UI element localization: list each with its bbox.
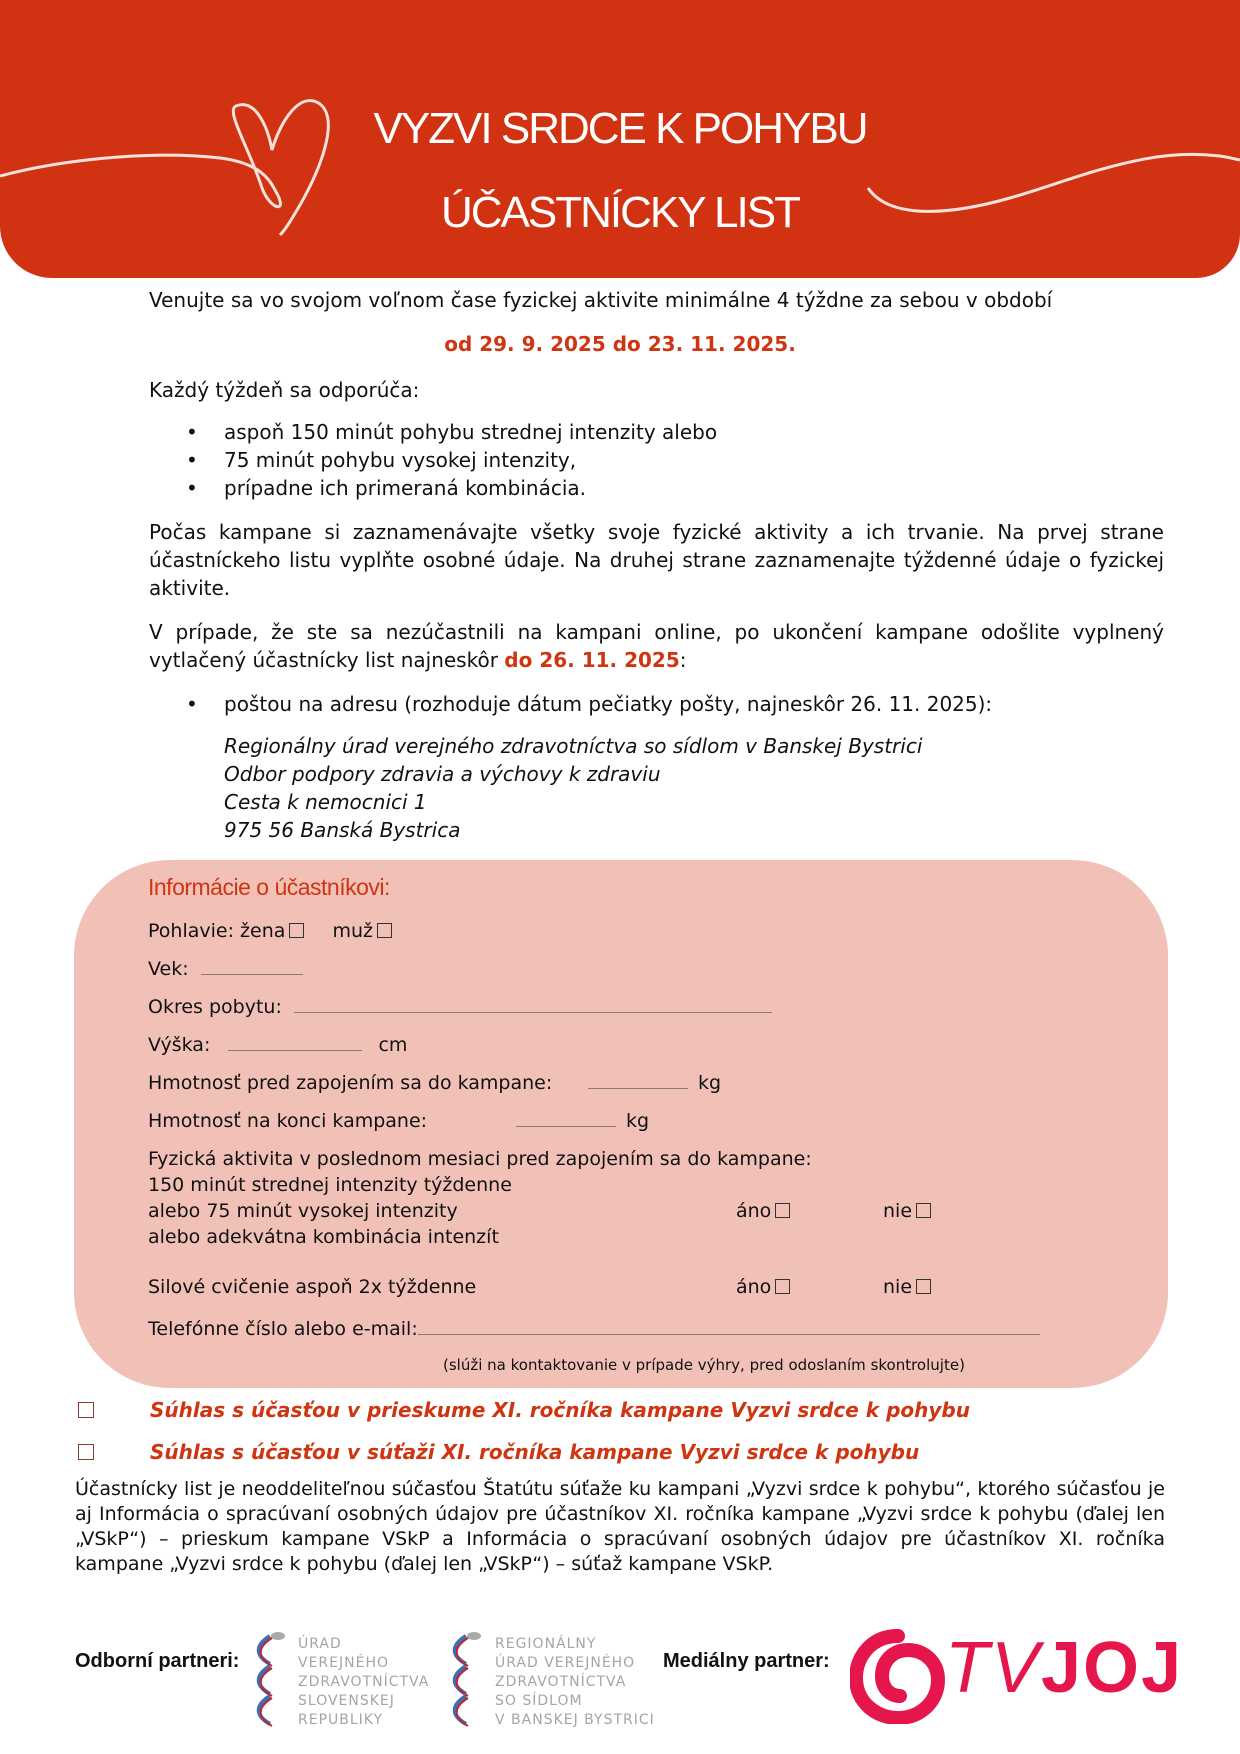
activity-yes-label: áno — [736, 1200, 772, 1222]
district-row — [148, 994, 772, 1020]
deadline-suffix: : — [679, 648, 687, 672]
page-subtitle: ÚČASTNÍCKY LIST — [441, 188, 799, 237]
weight-before-input[interactable] — [588, 1071, 688, 1089]
address-line: 975 56 Banská Bystrica — [224, 818, 461, 842]
gender-female-label: žena — [240, 920, 286, 942]
district-input[interactable] — [294, 995, 772, 1013]
contact-input[interactable] — [418, 1317, 1040, 1335]
weight-end-field — [516, 1108, 649, 1134]
bullet-icon: • — [186, 476, 198, 500]
bullet-icon: • — [186, 448, 198, 472]
strength-no — [883, 1274, 931, 1300]
strength-no-label: nie — [883, 1276, 913, 1298]
consent-survey-checkbox[interactable] — [78, 1402, 94, 1418]
partner1-line: SLOVENSKEJ — [298, 1693, 395, 1709]
partner2-logo-text — [495, 1635, 655, 1730]
strength-yes-checkbox[interactable] — [775, 1279, 790, 1294]
gender-male-checkbox[interactable] — [377, 923, 392, 938]
partner1-line: REPUBLIKY — [298, 1712, 384, 1728]
partner2-line: REGIONÁLNY — [495, 1636, 597, 1652]
tvjoj-joj: JOJ — [1041, 1628, 1184, 1708]
weight-before-field — [588, 1070, 721, 1096]
consent-competition-label: Súhlas s účasťou v súťaži XI. ročníka kampane Vyzvi srdce k pohybu — [150, 1440, 920, 1464]
intro-text: Venujte sa vo svojom voľnom čase fyzickej aktivite minimálne 4 týždne za sebou v období — [149, 288, 1053, 312]
activity-question-line: 150 minút strednej intenzity týždenne — [148, 1174, 512, 1196]
partner1-line: ÚRAD — [298, 1636, 342, 1652]
bullet-icon: • — [186, 692, 198, 716]
height-row — [148, 1032, 407, 1058]
strength-yes — [736, 1274, 790, 1300]
strength-no-checkbox[interactable] — [916, 1279, 931, 1294]
strength-label: Silové cvičenie aspoň 2x týždenne — [148, 1276, 477, 1298]
professional-partners-label: Odborní partneri: — [75, 1650, 240, 1672]
gender-label: Pohlavie: — [148, 920, 234, 942]
activity-yes — [736, 1198, 790, 1224]
address-line: Cesta k nemocnici 1 — [224, 790, 427, 814]
weight-before-unit: kg — [698, 1072, 722, 1094]
weight-end-input[interactable] — [516, 1109, 616, 1127]
age-input[interactable] — [201, 957, 303, 975]
partner1-line: ZDRAVOTNÍCTVA — [298, 1674, 430, 1690]
contact-row — [148, 1316, 1040, 1342]
recommendation-text: prípadne ich primeraná kombinácia. — [224, 476, 587, 500]
activity-question-line: alebo adekvátna kombinácia intenzít — [148, 1226, 499, 1248]
gender-row — [148, 918, 392, 944]
media-partner-label: Mediálny partner: — [663, 1650, 830, 1672]
weight-end-unit: kg — [626, 1110, 650, 1132]
height-unit: cm — [378, 1034, 408, 1056]
height-label: Výška: — [148, 1034, 211, 1056]
recommendation-text: 75 minút pohybu vysokej intenzity, — [224, 448, 577, 472]
activity-question-line: Fyzická aktivita v poslednom mesiaci pred zapojením sa do kampane: — [148, 1148, 812, 1170]
age-label: Vek: — [148, 958, 189, 980]
offline-instructions — [149, 618, 1164, 674]
ruvz-bb-logo-icon — [446, 1630, 486, 1730]
activity-no-checkbox[interactable] — [916, 1203, 931, 1218]
header-banner — [0, 0, 1240, 278]
activity-question-line: alebo 75 minút vysokej intenzity — [148, 1200, 458, 1222]
partner2-line: SO SÍDLOM — [495, 1693, 583, 1709]
post-bullet-text: poštou na adresu (rozhoduje dátum pečiatky pošty, najneskôr 26. 11. 2025): — [224, 692, 993, 716]
legal-text: Účastnícky list je neoddeliteľnou súčasťou Štatútu súťaže ku kampani „Vyzvi srdce k pohybu“, ktorého súčasťou je aj Informácia o spracúvaní osobných údajov pre účastníkov XI. ročníka kampane „Vyzvi srdce k pohybu (ďalej len „VSkP“) – prieskum kampane VSkP a Informácia o spracúvaní osobných údajov pre účastníkov XI. ročníka kampane „Vyzvi srdce k pohybu (ďalej len „VSkP“) – súťaž kampane VSkP. — [75, 1478, 1165, 1575]
campaign-period: od 29. 9. 2025 do 23. 11. 2025. — [444, 332, 796, 356]
activity-no — [883, 1198, 931, 1224]
weight-end-label: Hmotnosť na konci kampane: — [148, 1110, 428, 1132]
activity-no-label: nie — [883, 1200, 913, 1222]
district-label: Okres pobytu: — [148, 996, 282, 1018]
address-line: Regionálny úrad verejného zdravotníctva so sídlom v Banskej Bystrici — [224, 734, 923, 758]
weekly-recommendation-label: Každý týždeň sa odporúča: — [149, 378, 420, 402]
tvjoj-logo — [945, 1628, 1183, 1708]
consent-competition-checkbox[interactable] — [78, 1444, 94, 1460]
bullet-icon: • — [186, 420, 198, 444]
contact-note: (slúži na kontaktovanie v prípade výhry, pred odoslaním skontrolujte) — [443, 1356, 965, 1374]
contact-label: Telefónne číslo alebo e-mail: — [148, 1318, 418, 1340]
recommendation-text: aspoň 150 minút pohybu strednej intenzity alebo — [224, 420, 718, 444]
uvz-sr-logo-icon — [250, 1630, 290, 1730]
tvjoj-swirl-icon — [850, 1628, 946, 1724]
partner2-line: ZDRAVOTNÍCTVA — [495, 1674, 627, 1690]
partner2-line: V BANSKEJ BYSTRICI — [495, 1712, 655, 1728]
gender-female-checkbox[interactable] — [289, 923, 304, 938]
instructions-paragraph: Počas kampane si zaznamenávajte všetky svoje fyzické aktivity a ich trvanie. Na prvej strane účastníckeho listu vyplňte osobné údaje. Na druhej strane zaznamenajte týždenné údaje o fyzickej aktivite. — [149, 520, 1164, 600]
strength-yes-label: áno — [736, 1276, 772, 1298]
partner1-logo-text — [298, 1635, 429, 1730]
page-title: VYZVI SRDCE K POHYBU — [373, 104, 867, 153]
offline-text: V prípade, že ste sa nezúčastnili na kampani online, po ukončení kampane odošlite vyplnený vytlačený účastnícky list najneskôr — [149, 620, 1164, 672]
activity-yes-checkbox[interactable] — [775, 1203, 790, 1218]
partner2-line: ÚRAD VEREJNÉHO — [495, 1655, 636, 1671]
weight-before-label: Hmotnosť pred zapojením sa do kampane: — [148, 1072, 553, 1094]
partner1-line: VEREJNÉHO — [298, 1655, 389, 1671]
address-line: Odbor podpory zdravia a výchovy k zdraviu — [224, 762, 661, 786]
consent-survey-label: Súhlas s účasťou v prieskume XI. ročníka kampane Vyzvi srdce k pohybu — [150, 1398, 970, 1422]
weight-before-row — [148, 1070, 552, 1096]
age-row — [148, 956, 303, 982]
height-input[interactable] — [228, 1033, 362, 1051]
deadline-date: do 26. 11. 2025 — [504, 648, 680, 672]
participant-info-title: Informácie o účastníkovi: — [148, 874, 390, 900]
gender-male-label: muž — [332, 920, 373, 942]
weight-end-row — [148, 1108, 427, 1134]
tvjoj-tv: TV — [945, 1628, 1042, 1708]
